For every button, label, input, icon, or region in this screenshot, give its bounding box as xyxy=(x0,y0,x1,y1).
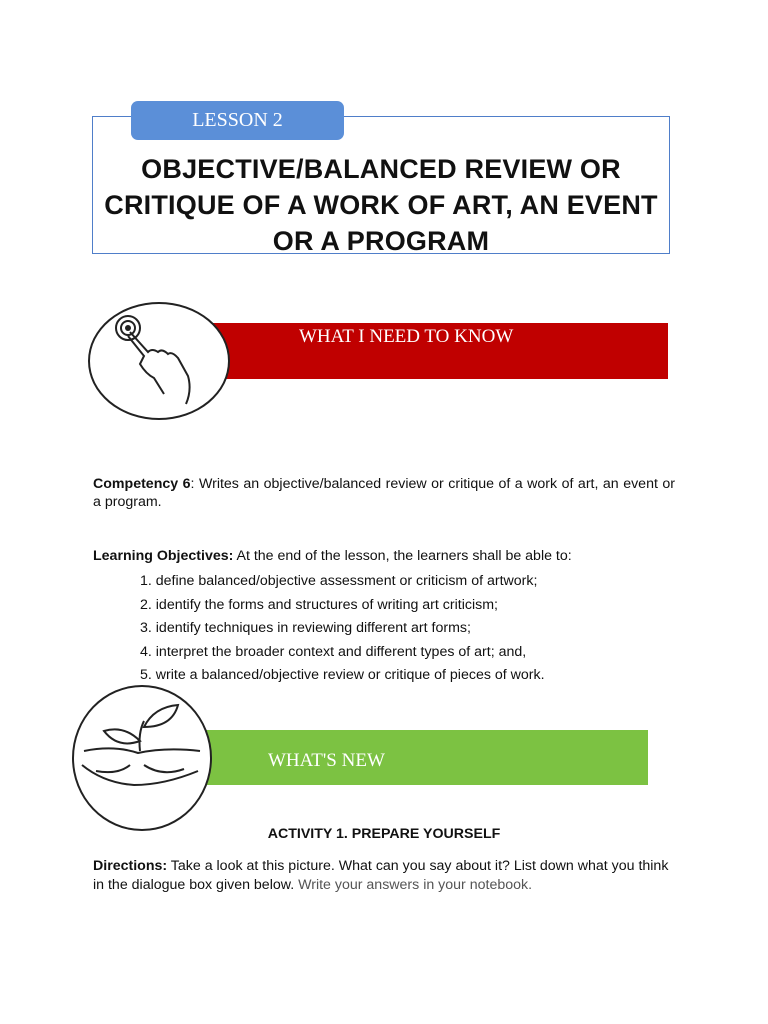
activity-title: ACTIVITY 1. PREPARE YOURSELF xyxy=(267,826,501,842)
lesson-title: OBJECTIVE/BALANCED REVIEW OR CRITIQUE OF A WORK OF ART, AN EVENT OR A PROGRAM xyxy=(104,154,658,256)
directions-note: Write your answers in your notebook. xyxy=(298,877,533,893)
objective-item: 5. write a balanced/objective review or critique of pieces of work. xyxy=(140,667,545,683)
hands-holding-plant-icon xyxy=(72,685,212,831)
directions-text: Take a look at this picture. What can you say about it? List down what you think in the dialogue box given below. xyxy=(93,858,669,893)
competency-label: Competency 6 xyxy=(93,476,191,492)
competency-paragraph xyxy=(93,475,675,511)
whats-new-label: WHAT'S NEW xyxy=(268,750,385,771)
learning-objectives-intro-text: At the end of the lesson, the learners shall be able to: xyxy=(233,548,572,564)
lesson-tab: LESSON 2 xyxy=(131,101,344,140)
objective-item: 2. identify the forms and structures of writing art criticism; xyxy=(140,596,498,613)
objective-item: 4. interpret the broader context and different types of art; and, xyxy=(140,643,527,660)
competency-text: : Writes an objective/balanced review or critique of a work of art, an event or a program. xyxy=(93,476,675,510)
directions-label: Directions: xyxy=(93,858,168,874)
what-i-need-to-know-banner xyxy=(205,323,668,379)
learning-objectives-list xyxy=(140,570,545,688)
objective-item: 3. identify techniques in reviewing different art forms; xyxy=(140,620,471,636)
learning-objectives-label: Learning Objectives: xyxy=(93,548,234,564)
objective-item: 1. define balanced/objective assessment or criticism of artwork; xyxy=(140,573,538,589)
learning-objectives-intro xyxy=(93,547,675,565)
whats-new-banner xyxy=(192,730,648,785)
what-i-need-to-know-label: WHAT I NEED TO KNOW xyxy=(299,326,514,347)
directions-paragraph xyxy=(93,857,675,895)
pointing-hand-icon xyxy=(88,302,230,420)
